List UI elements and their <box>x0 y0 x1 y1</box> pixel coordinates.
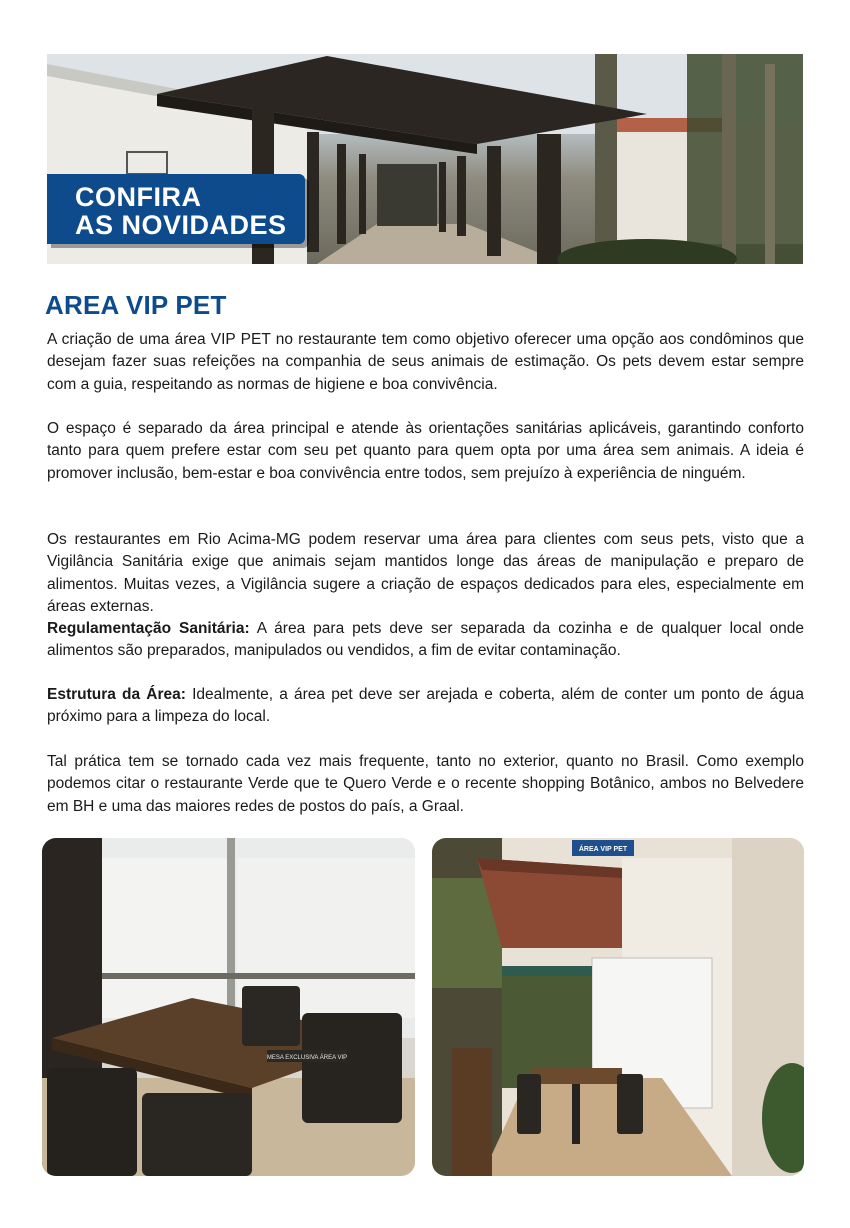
paragraph-text: Os restaurantes em Rio Acima-MG podem reservar uma área para clientes com seus pets, visto que a Vigilância Sanitária exige que animais sejam mantidos longe das áreas de manipulação e preparo de alimentos. Muitas vezes, a Vigilância sugere a criação de espaços dedicados para eles, especialmente em áreas externas. <box>47 531 804 615</box>
paragraph-text: A criação de uma área VIP PET no restaurante tem como objetivo oferecer uma opção aos condôminos que desejam fazer suas refeições na companhia de seus animais de estimação. Os pets devem estar sempre com a guia, respeitando as normas de higiene e boa convivência. <box>47 331 804 393</box>
paragraph-2 <box>47 418 804 485</box>
paragraph-regulamentacao <box>47 618 804 663</box>
paragraph-text: A área para pets deve ser separada da cozinha e de qualquer local onde alimentos são preparados, manipulados ou vendidos, a fim de evitar contaminação. <box>47 620 804 660</box>
article-title: AREA VIP PET <box>45 290 227 320</box>
table-sign-text: MESA EXCLUSIVA ÁREA VIP <box>266 1055 348 1061</box>
photo-vip-area <box>432 838 804 1176</box>
paragraph-text: O espaço é separado da área principal e atende às orientações sanitárias aplicáveis, garantindo conforto tanto para quem prefere estar com seu pet quanto para quem opta por uma área sem animais. A ideia é promover inclusão, bem-estar e boa convivência entre todos, sem prejuízo à experiência de ninguém. <box>47 420 804 482</box>
paragraph-lead: Estrutura da Área: <box>47 686 186 703</box>
hero-photo <box>47 54 803 264</box>
vip-pet-sign-text: ÁREA VIP PET <box>578 846 628 853</box>
paragraph-6 <box>47 751 804 818</box>
paragraph-3 <box>47 529 804 618</box>
photo-dining-table <box>42 838 415 1176</box>
paragraph-1 <box>47 329 804 396</box>
paragraph-lead: Regulamentação Sanitária: <box>47 620 250 637</box>
paragraph-text: Tal prática tem se tornado cada vez mais frequente, tanto no exterior, quanto no Brasil. Como exemplo podemos citar o restaurante Verde que te Quero Verde e o recente shopping Botânico, ambos no Belvedere em BH e uma das maiores redes de postos do país, a Graal. <box>47 753 804 815</box>
paragraph-estrutura <box>47 684 804 729</box>
paragraph-text: Idealmente, a área pet deve ser arejada e coberta, além de conter um ponto de água próximo para a limpeza do local. <box>47 686 805 726</box>
badge-line-2: AS NOVIDADES <box>75 210 287 240</box>
badge-line-1: CONFIRA <box>75 182 202 212</box>
section-badge <box>47 174 305 244</box>
